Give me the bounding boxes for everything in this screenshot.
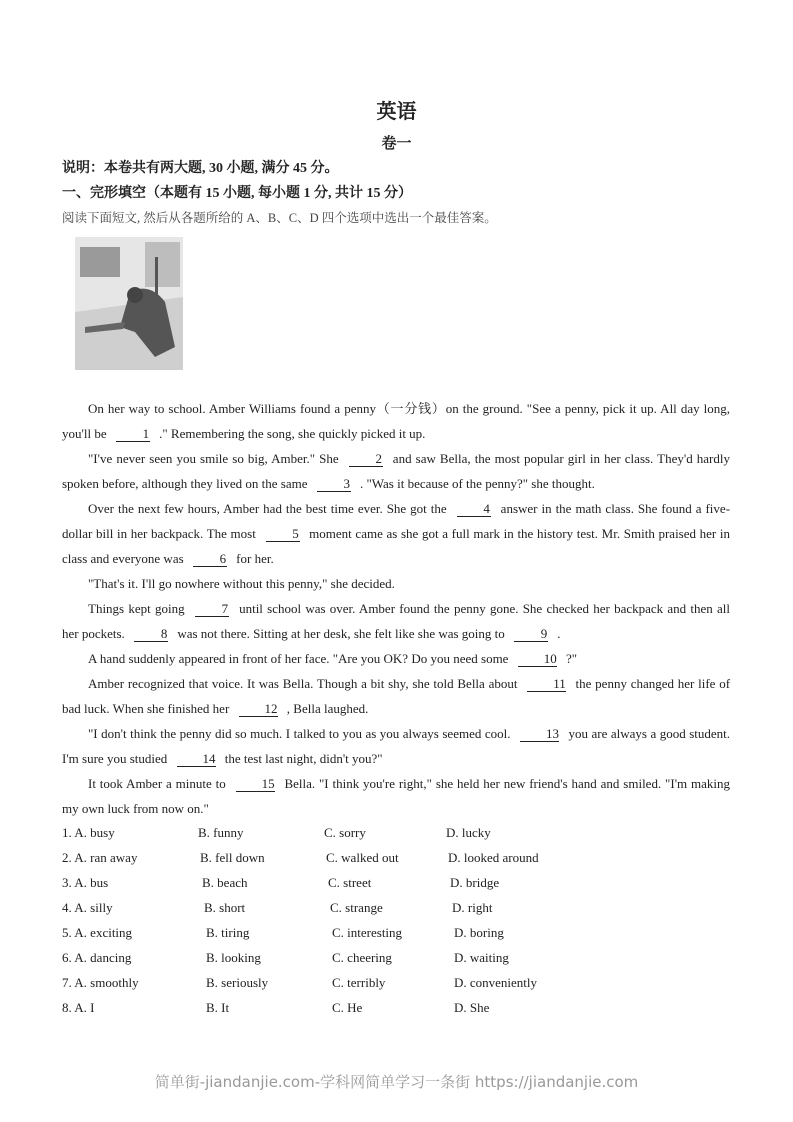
answer-blank: 12 [239,701,278,717]
option-choice: 4. A. silly [62,900,113,915]
passage-text: "I've never seen you smile so big, Amber." She [88,451,339,466]
option-choice: 8. A. I [62,1000,95,1015]
option-choice: 1. A. busy [62,825,115,840]
option-choice: B. short [204,900,246,915]
option-choice: C. street [328,875,372,890]
passage-paragraph [62,571,730,596]
answer-blank: 14 [177,751,216,767]
passage-text: On her way to school. Amber Williams found a penny（一分钱）on the ground. "See a penny, pick it up. All day long, you'll be [62,401,730,441]
exam-note: 说明：本卷共有两大题, 30 小题, 满分 45 分。 [62,161,339,176]
passage-text: answer in the math class. She found a five-dollar bill in her backpack. The most [62,501,731,541]
passage-text: Over the next few hours, Amber had the best time ever. She got the [88,501,447,516]
answer-blank: 4 [457,501,491,517]
option-choice: D. She [454,1000,490,1015]
option-choice: B. It [206,1000,230,1015]
passage-text: A hand suddenly appeared in front of her face. "Are you OK? Do you need some [88,651,509,666]
option-row [62,995,662,1020]
cloze-passage [62,396,730,821]
option-choice: D. right [452,900,493,915]
passage-text: you are always a good student. I'm sure you studied [62,726,731,766]
answer-blank: 2 [349,451,383,467]
passage-paragraph [62,596,730,646]
section-heading: 一、完形填空（本题有 15 小题, 每小题 1 分, 共计 15 分） [62,186,412,201]
page-subtitle: 卷一 [381,136,412,152]
answer-options [62,820,662,1020]
passage-text: was not there. Sitting at her desk, she felt like she was going to [177,626,505,641]
passage-text: ?" [565,651,578,666]
passage-paragraph [62,721,730,771]
option-choice: B. funny [198,825,244,840]
passage-text: "That's it. I'll go nowhere without this penny," she decided. [88,576,395,591]
option-choice: C. interesting [332,925,403,940]
option-choice: D. looked around [448,850,539,865]
passage-text: Things kept going [88,601,185,616]
passage-paragraph [62,396,730,446]
option-choice: B. fell down [200,850,265,865]
answer-blank: 11 [527,676,566,692]
passage-text: for her. [236,551,274,566]
answer-blank: 13 [520,726,559,742]
footer-watermark: 简单街-jiandanjie.com-学科网简单学习一条街 https://jiandanjie.com [154,1073,639,1091]
passage-paragraph [62,771,730,821]
passage-text: until school was over. Amber found the penny gone. She checked her backpack and then all her pockets. [62,601,731,641]
passage-text: moment came as she got a full mark in the history test. Mr. Smith praised her in class and everyone was [62,526,731,566]
passage-text: . "Was it because of the penny?" she thought. [360,476,595,491]
option-row [62,820,662,845]
option-choice: 2. A. ran away [62,850,138,865]
option-row [62,970,662,995]
passage-text: It took Amber a minute to [88,776,226,791]
passage-paragraph [62,671,730,721]
passage-paragraph [62,446,730,496]
option-choice: C. sorry [324,825,366,840]
answer-blank: 9 [514,626,548,642]
answer-blank: 10 [518,651,557,667]
option-choice: 5. A. exciting [62,925,133,940]
passage-text: the penny changed her life of bad luck. When she finished her [62,676,731,716]
passage-paragraph [62,496,730,571]
answer-blank: 5 [266,526,300,542]
option-choice: C. cheering [332,950,392,965]
option-choice: D. conveniently [454,975,538,990]
answer-blank: 3 [317,476,351,492]
answer-blank: 7 [195,601,229,617]
answer-blank: 6 [193,551,227,567]
option-choice: C. He [332,1000,363,1015]
passage-text: . [557,626,561,641]
option-row [62,895,662,920]
option-choice: 3. A. bus [62,875,109,890]
passage-text: Bella. "I think you're right," she held her new friend's hand and smiled. "I'm making my own luck from now on." [62,776,731,816]
option-choice: C. walked out [326,850,399,865]
option-choice: D. boring [454,925,504,940]
option-choice: C. terribly [332,975,386,990]
option-choice: D. lucky [446,825,491,840]
option-choice: D. waiting [454,950,509,965]
page-title: 英语 [376,101,417,123]
option-choice: B. beach [202,875,248,890]
option-choice: 6. A. dancing [62,950,132,965]
option-row [62,845,662,870]
illustration-girl-picking-penny [75,237,183,370]
passage-text: the test last night, didn't you?" [224,751,383,766]
passage-text: "I don't think the penny did so much. I talked to you as you always seemed cool. [88,726,511,741]
passage-text: , Bella laughed. [286,701,369,716]
option-choice: B. looking [206,950,261,965]
option-choice: D. bridge [450,875,500,890]
option-row [62,945,662,970]
answer-blank: 1 [116,426,150,442]
passage-paragraph [62,646,730,671]
answer-blank: 8 [134,626,168,642]
option-choice: C. strange [330,900,383,915]
option-choice: 7. A. smoothly [62,975,139,990]
option-row [62,920,662,945]
option-row [62,870,662,895]
passage-text: Amber recognized that voice. It was Bella. Though a bit shy, she told Bella about [88,676,518,691]
passage-text: and saw Bella, the most popular girl in her class. They'd hardly spoken before, although they lived on the same [62,451,730,491]
answer-blank: 15 [236,776,275,792]
passage-text: ." Remembering the song, she quickly picked it up. [159,426,426,441]
option-choice: B. seriously [206,975,269,990]
instruction-text: 阅读下面短文, 然后从各题所给的 A、B、C、D 四个选项中选出一个最佳答案。 [62,211,497,225]
option-choice: B. tiring [206,925,250,940]
